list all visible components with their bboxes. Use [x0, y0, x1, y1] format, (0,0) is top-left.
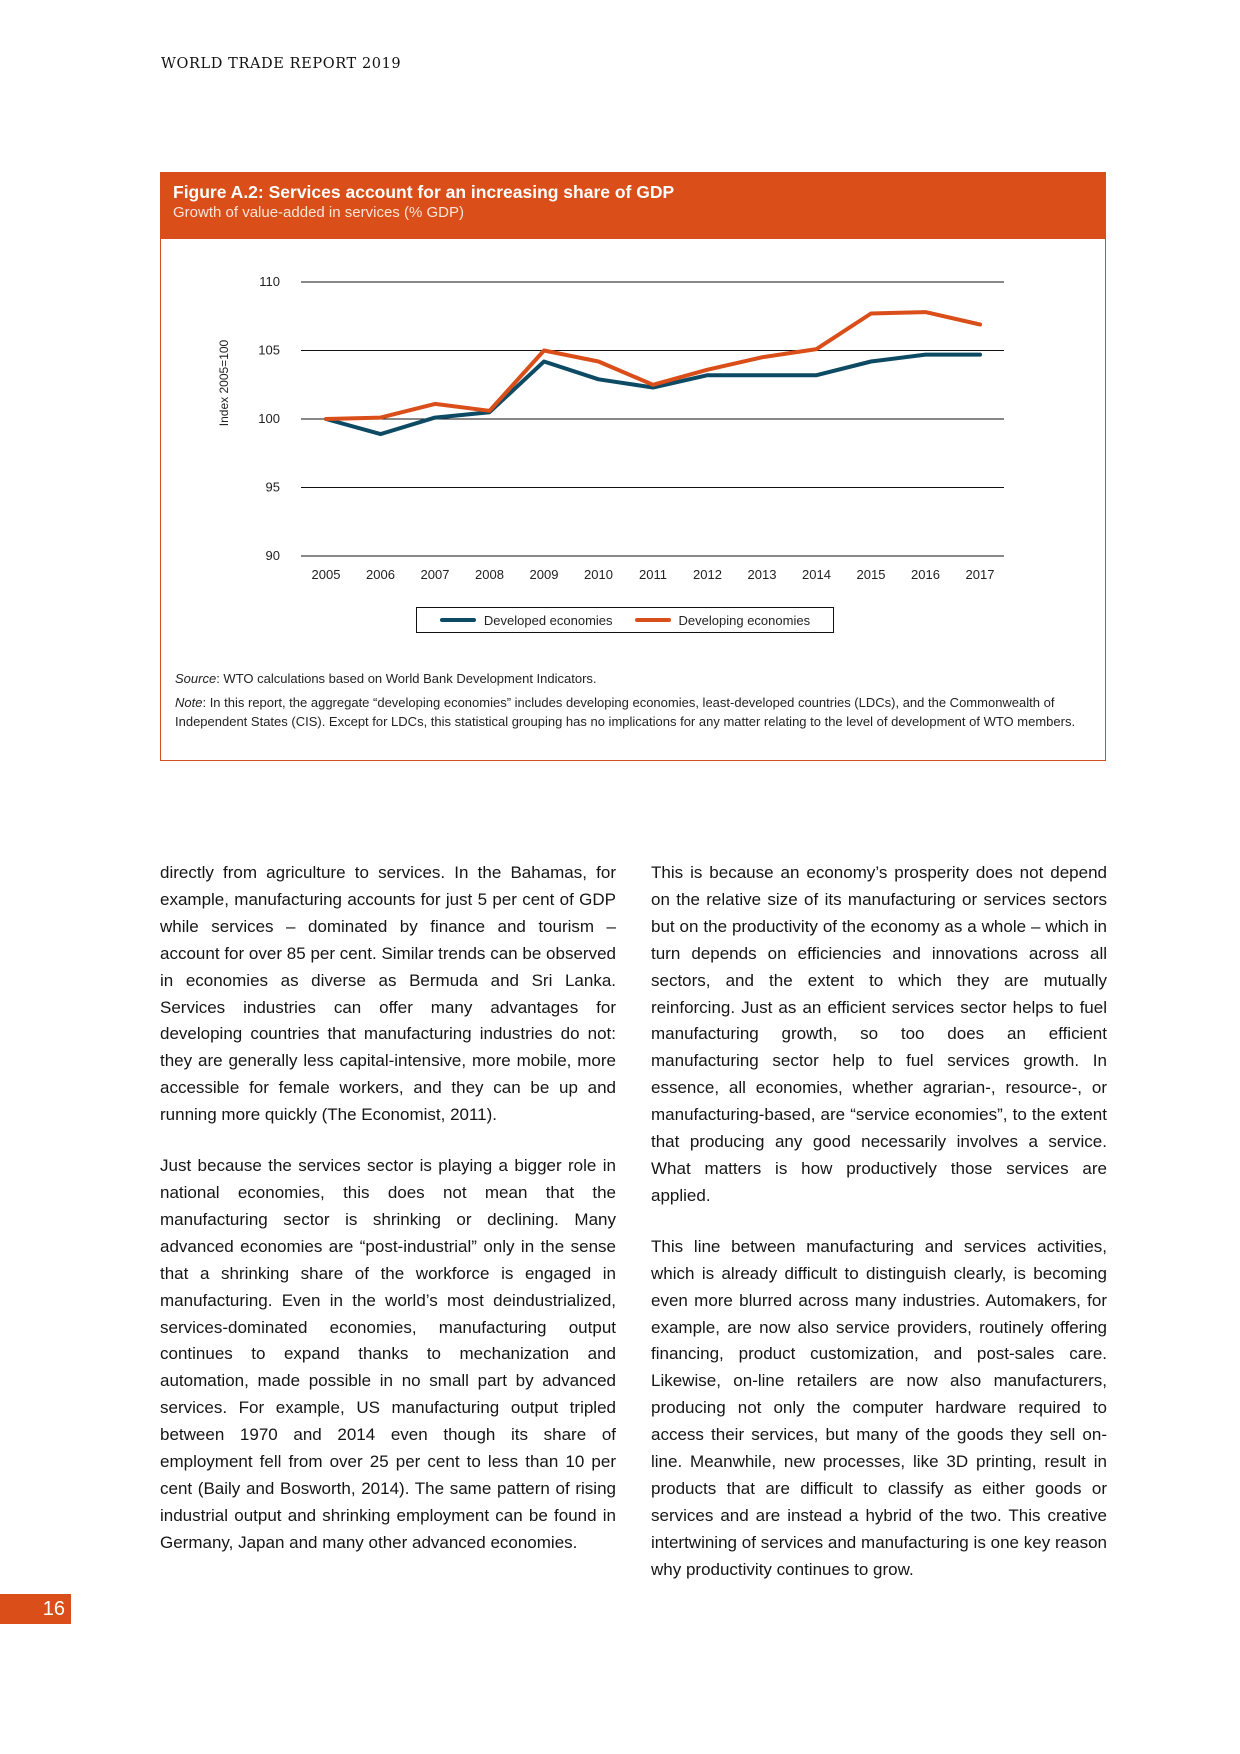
- body-paragraph: Just because the services sector is playing a bigger role in national economies, this does not mean that the manufacturing sector is shrinking or declining. Many advanced economies are “post-industrial” only in the sense that a shrinking share of the workforce is engaged in manufacturing. Even in the world’s most deindustrialized, services-dominated economies, manufacturing output continues to expand thanks to mechanization and automation, made possible in no small part by advanced services. For example, US manufacturing output tripled between 1970 and 2014 even though its share of employment fell from over 25 per cent to less than 10 per cent (Baily and Bosworth, 2014). The same pattern of rising industrial output and shrinking employment can be found in Germany, Japan and many other advanced economies.: [160, 1156, 616, 1552]
- x-tick-label: 2009: [529, 567, 559, 582]
- running-head: WORLD TRADE REPORT 2019: [161, 56, 402, 72]
- x-tick-label: 2013: [747, 567, 777, 582]
- x-tick-label: 2012: [693, 567, 722, 582]
- y-axis-label: Index 2005=100: [217, 339, 231, 427]
- body-column-right: [651, 860, 1107, 1608]
- legend-item-developed: [440, 613, 613, 628]
- note-text: : In this report, the aggregate “developing economies” includes developing economies, least-developed countries (LDCs), and the Commonwealth of Independent States (CIS). Except for LDCs, this statistical grouping has no implications for any matter relating to the level of development of WTO members.: [175, 695, 1076, 729]
- page-number: 16: [0, 1594, 71, 1624]
- legend-label-developed: Developed economies: [483, 612, 613, 628]
- x-tick-label: 2011: [639, 567, 667, 582]
- x-tick-label: 2005: [311, 567, 341, 582]
- figure-source: [175, 669, 1091, 688]
- y-tick-label: 100: [258, 411, 280, 426]
- source-text: : WTO calculations based on World Bank Development Indicators.: [216, 671, 597, 686]
- chart-legend: [416, 607, 834, 633]
- x-tick-label: 2008: [475, 567, 504, 582]
- x-tick-label: 2007: [420, 567, 450, 582]
- x-tick-label: 2017: [965, 567, 995, 582]
- gridlines: [301, 282, 1004, 556]
- y-tick-label: 105: [258, 342, 280, 358]
- body-paragraph: This line between manufacturing and services activities, which is already difficult to distinguish clearly, is becoming even more blurred across many industries. Automakers, for example, are now also service providers, routinely offering financing, product customization, and post-sales care. Likewise, on-line retailers are now also manufacturers, producing not only the computer hardware required to access their services, but many of the goods they sell on-line. Meanwhile, new processes, like 3D printing, result in products that are difficult to classify as either goods or services and are instead a hybrid of the two. This creative intertwining of services and manufacturing is one key reason why productivity continues to grow.: [651, 1236, 1107, 1579]
- series-line-developed: [326, 355, 980, 435]
- x-tick-label: 2015: [856, 567, 886, 582]
- body-paragraph: This is because an economy’s prosperity does not depend on the relative size of its manufacturing or services sectors but on the productivity of the economy as a whole – which in turn depends on efficiencies and innovations across all sectors, and the extent to which they are mutually reinforcing. Just as an efficient services sector helps to fuel manufacturing growth, so too does an efficient manufacturing sector help to fuel services growth. In essence, all economies, whether agrarian-, resource-, or manufacturing-based, are “service economies”, to the extent that producing any good necessarily involves a service. What matters is how productively those services are applied.: [651, 863, 1107, 1205]
- x-tick-label: 2014: [802, 567, 831, 582]
- legend-swatch-developed: [440, 618, 476, 622]
- x-tick-label: 2016: [911, 567, 940, 582]
- legend-label-developing: Developing economies: [678, 612, 811, 628]
- series-line-developing: [326, 312, 980, 419]
- figure-note: [175, 693, 1091, 731]
- x-tick-label: 2010: [584, 567, 613, 582]
- y-tick-labels: [258, 274, 280, 563]
- body-column-left: [160, 860, 616, 1581]
- body-paragraph: directly from agriculture to services. In the Bahamas, for example, manufacturing accounts for just 5 per cent of GDP while services – dominated by finance and tourism – account for over 85 per cent. Similar trends can be observed in economies as diverse as Bermuda and Sri Lanka. Services industries can offer many advantages for developing countries that manufacturing industries do not: they are generally less capital-intensive, more mobile, more accessible for female workers, and they can be up and running more quickly (The Economist, 2011).: [160, 863, 616, 1125]
- x-tick-label: 2006: [366, 567, 395, 582]
- series-lines: [326, 312, 980, 434]
- figure-box: [160, 172, 1106, 761]
- y-tick-label: 95: [265, 479, 280, 495]
- legend-item-developing: [635, 613, 811, 628]
- source-label: Source: [175, 671, 217, 686]
- x-tick-labels: [312, 567, 995, 582]
- y-tick-label: 90: [265, 548, 280, 563]
- figure-subtitle: Growth of value-added in services (% GDP): [173, 204, 464, 221]
- figure-title: Figure A.2: Services account for an increasing share of GDP: [173, 182, 675, 202]
- y-tick-label: 110: [259, 274, 280, 289]
- note-label: Note: [175, 695, 203, 710]
- line-chart: [161, 173, 1107, 603]
- legend-swatch-developing: [635, 618, 671, 622]
